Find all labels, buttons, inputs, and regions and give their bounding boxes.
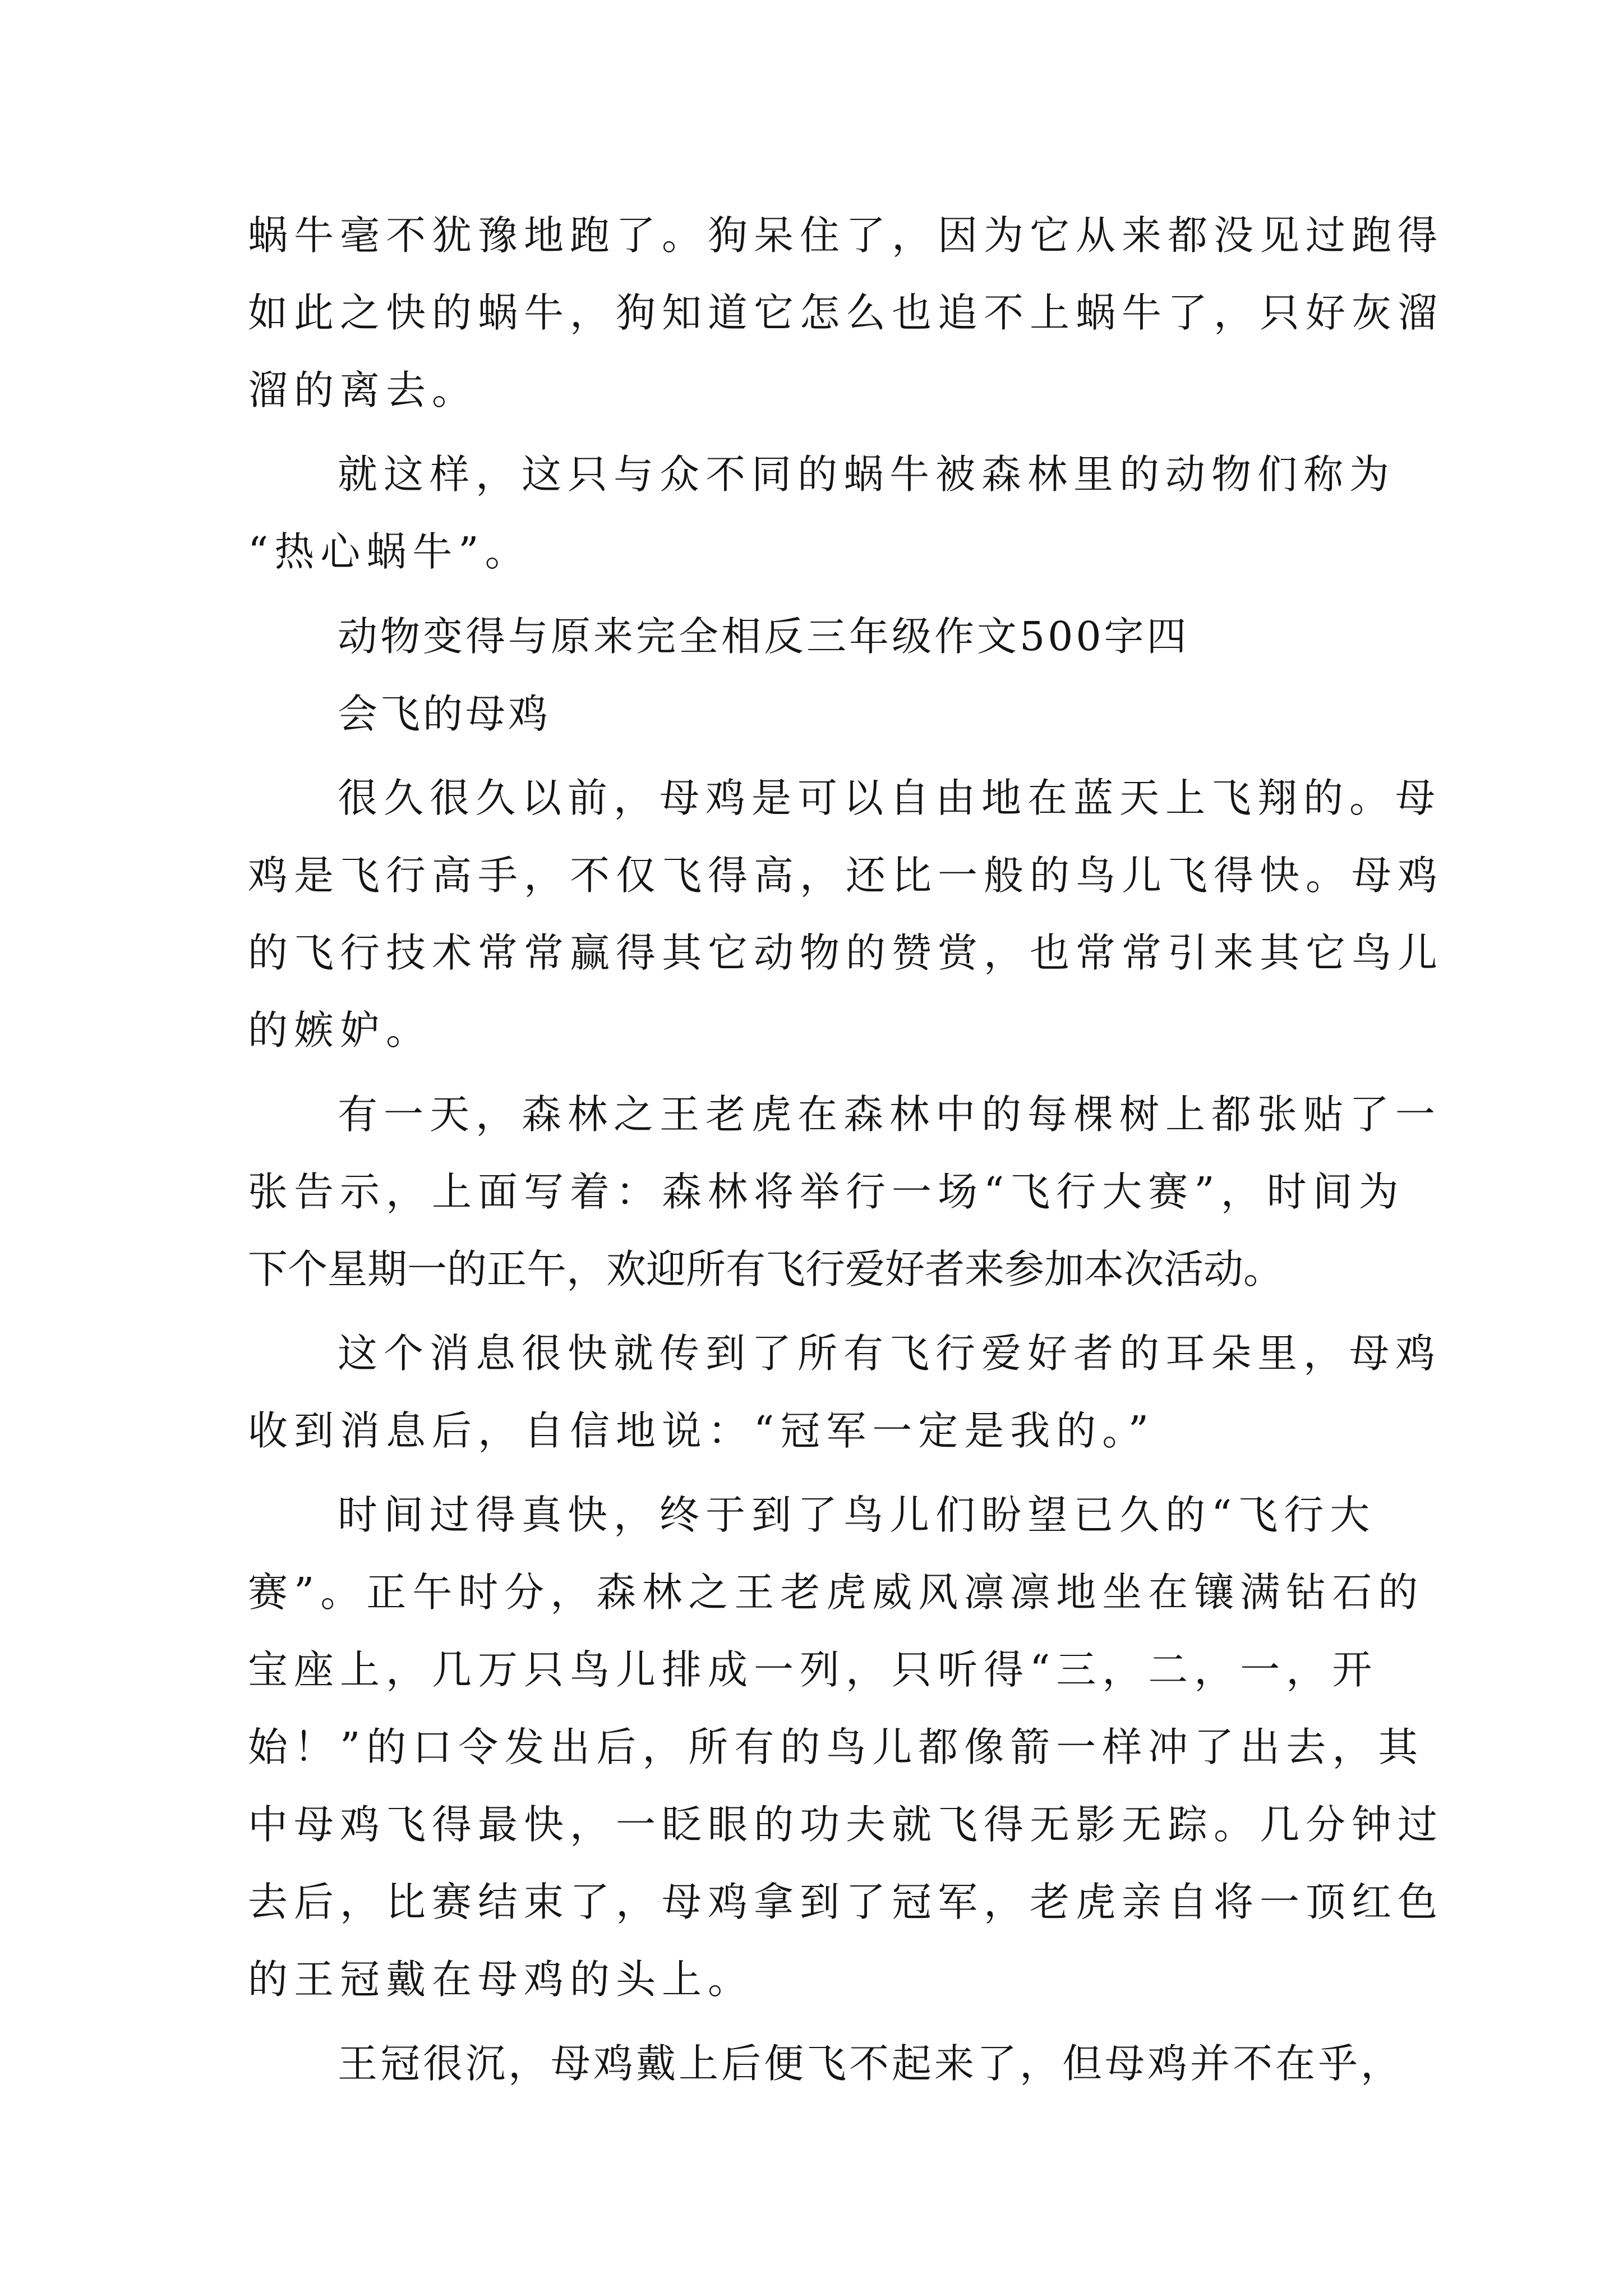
section-title: 动物变得与原来完全相反三年级作文500字四 (338, 613, 1189, 660)
text-line: 的王冠戴在母鸡的头上。 (248, 1956, 754, 2003)
text-line: 很久很久以前，母鸡是可以自由地在蓝天上飞翔的。母 (338, 775, 1442, 821)
text-line: 收到消息后，自信地说：“冠军一定是我的。” (248, 1407, 1155, 1454)
text-line: 有一天，森林之王老虎在森林中的每棵树上都张贴了一 (338, 1091, 1442, 1138)
text-line: 赛”。正午时分，森林之王老虎威风凛凛地坐在镶满钻石的 (248, 1569, 1424, 1616)
text-line: 中母鸡飞得最快，一眨眼的功夫就飞得无影无踪。几分钟过 (248, 1801, 1444, 1848)
text-line: 下个星期一的正午，欢迎所有飞行爱好者来参加本次活动。 (248, 1246, 1284, 1292)
text-line: 的飞行技术常常赢得其它动物的赞赏，也常常引来其它鸟儿 (248, 930, 1444, 976)
text-line: 宝座上，几万只鸟儿排成一列，只听得“三，二，一，开 (248, 1646, 1378, 1693)
text-line: “热心蜗牛”。 (248, 528, 531, 575)
story-title: 会飞的母鸡 (338, 691, 551, 737)
text-line: 始！”的口令发出后，所有的鸟儿都像箭一样冲了出去，其 (248, 1724, 1424, 1770)
text-line: 这个消息很快就传到了所有飞行爱好者的耳朵里，母鸡 (338, 1330, 1442, 1377)
text-line: 的嫉妒。 (248, 1007, 432, 1053)
text-line: 时间过得真快，终于到了鸟儿们盼望已久的“飞行大 (338, 1492, 1376, 1538)
text-line: 溜的离去。 (248, 367, 478, 413)
text-line: 如此之快的蜗牛，狗知道它怎么也追不上蜗牛了，只好灰溜 (248, 289, 1444, 336)
text-line: 张告示，上面写着：森林将举行一场“飞行大赛”，时间为 (248, 1168, 1405, 1215)
text-line: 蜗牛毫不犹豫地跑了。狗呆住了，因为它从来都没见过跑得 (248, 212, 1444, 259)
text-line: 就这样，这只与众不同的蜗牛被森林里的动物们称为 (338, 451, 1396, 498)
text-line: 去后，比赛结束了，母鸡拿到了冠军，老虎亲自将一顶红色 (248, 1879, 1444, 1925)
text-line: 王冠很沉，母鸡戴上后便飞不起来了，但母鸡并不在乎， (338, 2040, 1404, 2087)
text-line: 鸡是飞行高手，不仅飞得高，还比一般的鸟儿飞得快。母鸡 (248, 852, 1444, 899)
